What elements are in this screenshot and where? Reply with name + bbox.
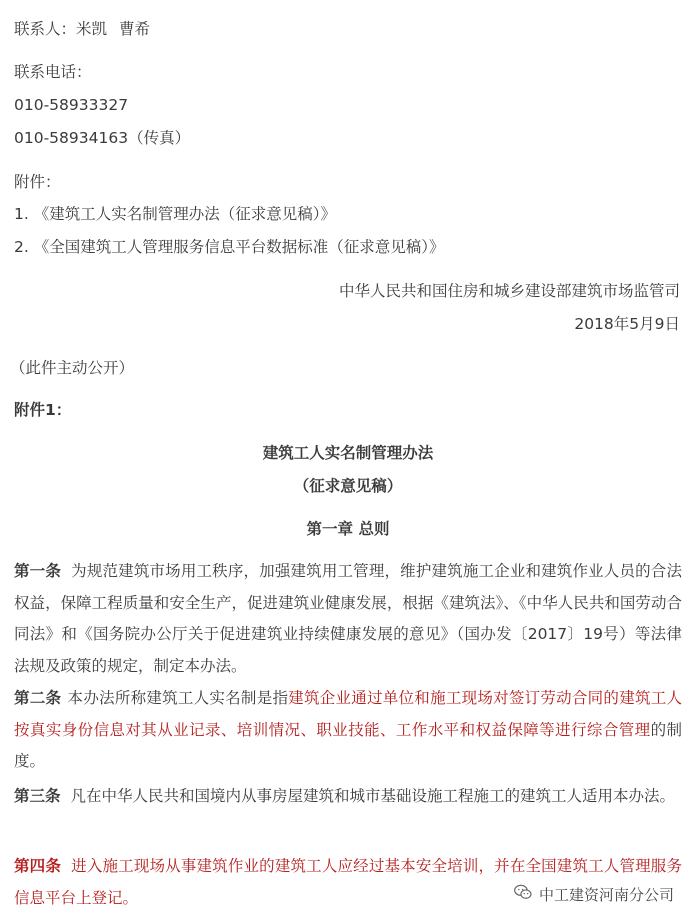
fax-number: 010-58934163（传真） — [14, 129, 191, 147]
article-1-text: 为规范建筑市场用工秩序，加强建筑用工管理，维护建筑施工企业和建筑作业人员的合法权益，保障工程质量和安全生产，促进建筑业健康发展，根据《建筑法》、《中华人民共和国劳动合同法》和《国务院办公厅关于促进建筑业持续健康发展的意见》（国办发〔2017〕19号）等法律法规及政策的规定，制定本办法。 — [14, 562, 682, 675]
article-2-highlight: 建筑企业通过单位和施工现场对签订劳动合同的建筑工人按真实身份信息对其从业记录、培训情况、职业技能、工作水平和权益保障等进行综合管理 — [14, 689, 682, 739]
article-2-head: 第二条 — [14, 689, 62, 707]
attachments-label: 附件： — [14, 173, 61, 191]
contact-name-2: 曹希 — [119, 20, 151, 38]
article-3-head: 第三条 — [14, 787, 61, 805]
article-3-text: 凡在中华人民共和国境内从事房屋建筑和城市基础设施工程施工的建筑工人适用本办法。 — [70, 787, 676, 805]
article-2 — [14, 683, 682, 778]
article-3 — [14, 781, 682, 813]
contact-label: 联系人： — [14, 20, 77, 38]
phone-label: 联系电话： — [14, 63, 92, 81]
document-title: 建筑工人实名制管理办法 — [262, 444, 434, 462]
phone-number: 010-58933327 — [14, 96, 129, 114]
issue-date: 2018年5月9日 — [574, 315, 680, 333]
watermark-text: 中工建资河南分公司 — [538, 885, 674, 904]
article-4-head: 第四条 — [14, 857, 61, 875]
attachment-item-1: 1. 《建筑工人实名制管理办法（征求意见稿）》 — [14, 205, 336, 223]
article-1 — [14, 556, 682, 682]
article-1-head: 第一条 — [14, 562, 61, 580]
wechat-icon — [513, 882, 533, 906]
attachment-item-2: 2. 《全国建筑工人管理服务信息平台数据标准（征求意见稿）》 — [14, 238, 445, 256]
watermark — [509, 880, 678, 908]
contact-person-line — [14, 18, 150, 40]
document-subtitle: （征求意见稿） — [293, 477, 403, 495]
contact-name-1: 米凯 — [76, 20, 108, 38]
article-2-post: 的制度。 — [14, 720, 682, 770]
article-2-pre: 本办法所称建筑工人实名制是指 — [67, 689, 289, 707]
chapter-heading: 第一章 总则 — [306, 520, 390, 538]
article-4-text: 进入施工现场从事建筑作业的建筑工人应经过基本安全培训，并在全国建筑工人管理服务信息平台上登记。 — [14, 857, 682, 907]
issuing-organization: 中华人民共和国住房和城乡建设部建筑市场监管司 — [338, 282, 680, 300]
annex-label: 附件1： — [14, 401, 72, 419]
disclosure-note: （此件主动公开） — [10, 359, 135, 377]
